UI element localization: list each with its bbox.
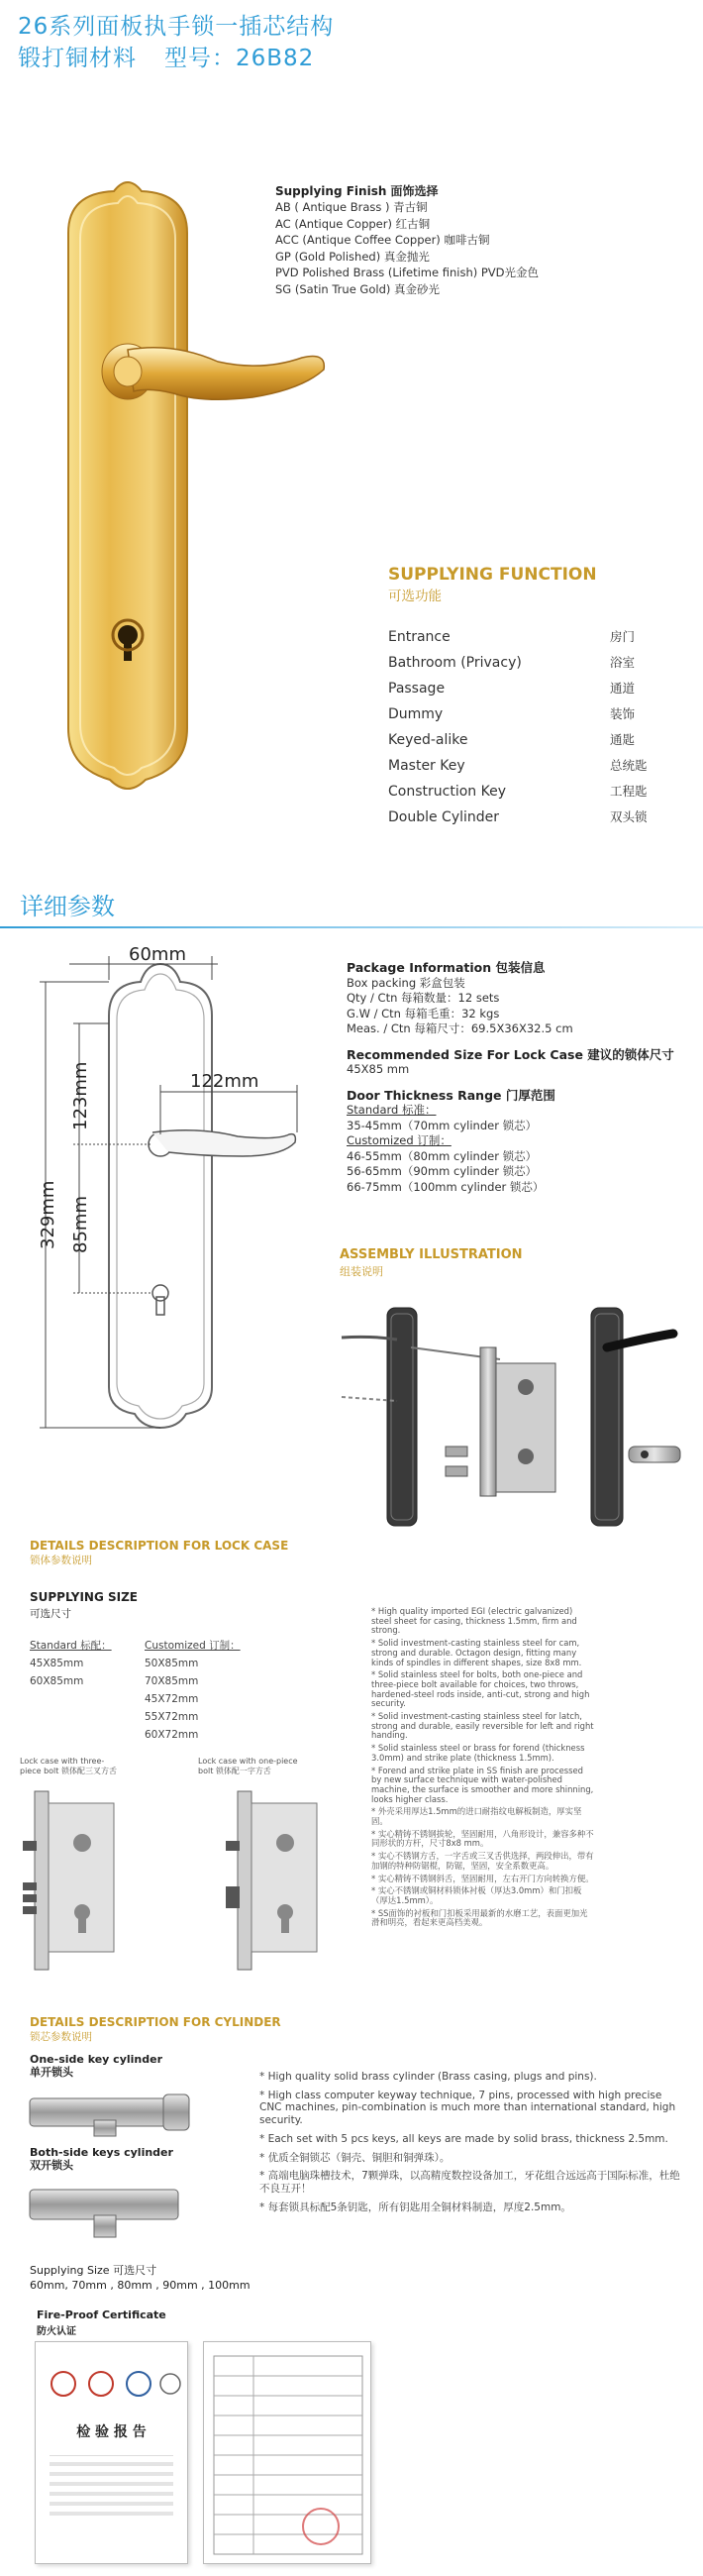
supplying-size-heading: SUPPLYING SIZE xyxy=(30,1590,138,1604)
report-title: 检 验 报 告 xyxy=(76,2424,147,2440)
cylinder-note: * High quality solid brass cylinder (Brass casing, plugs and pins). xyxy=(259,2071,597,2083)
lockcase-note: * Solid stainless steel for bolts, both one-piece and three-piece bolt available for choices, two throws, hardened-steel rods inside, anti-cut, strong and high security. xyxy=(371,1669,590,1709)
fireproof-subheading: 防火认证 xyxy=(37,2326,76,2337)
cylinder-notes xyxy=(259,2071,685,2219)
function-zh: 浴室 xyxy=(610,655,636,670)
lockcase-size-heading: Recommended Size For Lock Case 建议的锁体尺寸 xyxy=(347,1046,674,1062)
function-row xyxy=(388,753,661,779)
package-line: Qty / Ctn 每箱数量：12 sets xyxy=(347,991,500,1005)
cylinder-note: * High class computer keyway technique, 7 pins, processed with high precise CNC machines, pin-combination is much more than international standard, high security. xyxy=(259,2089,676,2127)
lockcase-notes xyxy=(371,1607,594,1931)
function-zh: 通匙 xyxy=(610,732,636,747)
customized-line: 46-55mm（80mm cylinder 锁芯） xyxy=(347,1148,538,1163)
both-side-cylinder-zh: 双开锁头 xyxy=(30,2159,73,2172)
cylinder-heading: DETAILS DESCRIPTION FOR CYLINDER xyxy=(30,2015,281,2029)
customized-size: 45X72mm xyxy=(145,1693,199,1705)
standard-label: Standard 标准： xyxy=(347,1103,437,1117)
standard-size: 60X85mm xyxy=(30,1675,84,1687)
standard-size: 45X85mm xyxy=(30,1658,84,1669)
function-en: Double Cylinder xyxy=(388,809,500,825)
lower-dimension-label: 85mm xyxy=(70,1196,91,1253)
lockcase-note: * 实心精铸不锈钢斜舌，坚固耐用，左右开门方向转换方便。 xyxy=(371,1873,594,1883)
lockcase-note: * SS面饰的衬板和门扣板采用最新的水磨工艺，表面更加光滑和明亮，看起来更高档美观。 xyxy=(371,1907,588,1928)
fireproof-heading: Fire-Proof Certificate xyxy=(37,2308,166,2321)
package-line: G.W / Ctn 每箱毛重：32 kgs xyxy=(347,1006,500,1020)
lockcase-note: * 实心精铸不锈钢拔轮，坚固耐用，八角形设计，兼容多种不同形状的方杆，尺寸8x8 mm。 xyxy=(371,1828,594,1849)
function-zh: 工程匙 xyxy=(610,784,648,799)
function-zh: 装饰 xyxy=(610,706,636,721)
customized-size-label: Customized 订制： xyxy=(145,1640,241,1652)
page-subtitle xyxy=(18,40,314,72)
both-side-cylinder-image xyxy=(25,2176,193,2245)
function-zh: 总统匙 xyxy=(610,758,648,773)
lockcase-size-table xyxy=(30,1637,356,1756)
one-side-cylinder-image xyxy=(25,2079,193,2138)
cylinder-note: * 优质全铜锁芯（铜壳、铜胆和铜弹珠）。 xyxy=(259,2151,451,2164)
finish-item: AC (Antique Copper) 红古铜 xyxy=(275,216,431,231)
cylinder-subheading: 锁芯参数说明 xyxy=(30,2031,92,2043)
standard-size-column xyxy=(30,1637,112,1690)
height-dimension-label: 329mm xyxy=(38,1180,58,1249)
function-subheading: 可选功能 xyxy=(388,589,442,604)
cylinder-size-label: Supplying Size 可选尺寸 xyxy=(30,2264,157,2277)
finish-heading: Supplying Finish 面饰选择 xyxy=(275,184,439,198)
standard-size-label: Standard 标配： xyxy=(30,1640,112,1652)
upper-dimension-label: 123mm xyxy=(70,1061,91,1130)
customized-size: 60X72mm xyxy=(145,1729,199,1741)
function-zh: 通道 xyxy=(610,681,636,696)
door-thickness-heading: Door Thickness Range 门厚范围 xyxy=(347,1087,555,1103)
lockcase-heading: DETAILS DESCRIPTION FOR LOCK CASE xyxy=(30,1539,289,1553)
one-side-cylinder-en: One-side key cylinder xyxy=(30,2053,162,2066)
function-heading: SUPPLYING FUNCTION xyxy=(388,565,597,585)
width-dimension-label: 60mm xyxy=(129,944,186,965)
certificate-table-graphic xyxy=(204,2342,372,2565)
cylinder-note: * Each set with 5 pcs keys, all keys are made by solid brass, thickness 2.5mm. xyxy=(259,2132,668,2145)
function-list xyxy=(388,624,661,830)
page-title: 26系列面板执手锁一插芯结构 xyxy=(18,14,335,40)
function-row xyxy=(388,727,661,753)
lockcase-note: * Forend and strike plate in SS finish are processed by new surface technique with water-polished machine, the surface is smoother and more shinning, looks higher class. xyxy=(371,1765,594,1804)
lockcase-note: * Solid investment-casting stainless steel for latch, strong and durable, easily reversible for left and right handing. xyxy=(371,1711,594,1741)
section-title: 详细参数 xyxy=(20,893,115,920)
assembly-exploded-illustration xyxy=(332,1278,698,1556)
package-heading: Package Information 包装信息 xyxy=(347,960,546,975)
finish-list xyxy=(275,199,539,297)
certificate-cover-image xyxy=(35,2341,188,2564)
lockcase-size-value: 45X85 mm xyxy=(347,1062,410,1076)
function-row xyxy=(388,624,661,650)
function-row xyxy=(388,650,661,676)
function-row xyxy=(388,805,661,830)
customized-size: 55X72mm xyxy=(145,1711,199,1723)
one-piece-lock-case-image xyxy=(218,1783,327,1982)
cylinder-size-values: 60mm, 70mm , 80mm , 90mm , 100mm xyxy=(30,2279,251,2292)
function-en: Bathroom (Privacy) xyxy=(388,655,522,671)
customized-line: 66-75mm（100mm cylinder 锁芯） xyxy=(347,1179,545,1194)
function-en: Entrance xyxy=(388,629,451,645)
lockcase-note: * 实心不锈钢方舌，一字舌或三叉舌供选择，两段伸出，带有加钢的特种防锯棍，防锯，坚固，安全系数更高。 xyxy=(371,1851,594,1871)
lockcase-note: * High quality imported EGI (electric galvanized) steel sheet for casing, thickness 1.5mm, firm and strong. xyxy=(371,1606,577,1636)
customized-label: Customized 订制： xyxy=(347,1133,452,1147)
certificate-table-page-image xyxy=(203,2341,371,2564)
function-en: Keyed-alike xyxy=(388,732,468,748)
customized-size: 70X85mm xyxy=(145,1675,199,1687)
dimension-drawing xyxy=(30,936,347,1437)
lockcase-note: * Solid stainless steel or brass for forend (thickness 3.0mm) and strike plate (thickness 1.5mm). xyxy=(371,1743,585,1763)
function-zh: 双头锁 xyxy=(610,809,648,824)
handle-length-dimension-label: 122mm xyxy=(190,1071,259,1092)
one-piece-bolt-caption: Lock case with one-piece bolt 锁体配一字方舌 xyxy=(198,1757,298,1775)
finish-item: AB ( Antique Brass ) 青古铜 xyxy=(275,200,428,214)
package-line: Box packing 彩盒包装 xyxy=(347,975,465,990)
function-en: Master Key xyxy=(388,758,465,774)
package-line: Meas. / Ctn 每箱尺寸：69.5X36X32.5 cm xyxy=(347,1021,573,1035)
section-divider xyxy=(0,926,703,928)
finish-item: PVD Polished Brass (Lifetime finish) PVD光金色 xyxy=(275,266,540,279)
lockcase-note: * Solid investment-casting stainless steel for cam, strong and durable. Octagon design, fitting many kinds of spindles in different shapes, size 8x8 mm. xyxy=(371,1638,582,1667)
both-side-cylinder-en: Both-side keys cylinder xyxy=(30,2146,173,2159)
finish-item: SG (Satin True Gold) 真金砂光 xyxy=(275,281,441,296)
function-row xyxy=(388,701,661,727)
supplying-size-subheading: 可选尺寸 xyxy=(30,1608,71,1620)
function-row xyxy=(388,676,661,701)
customized-line: 56-65mm（90mm cylinder 锁芯） xyxy=(347,1164,538,1178)
package-info xyxy=(347,956,693,1195)
standard-line: 35-45mm（70mm cylinder 锁芯） xyxy=(347,1118,538,1132)
lockcase-subheading: 锁体参数说明 xyxy=(30,1555,92,1566)
lockcase-note: * 外壳采用厚达1.5mm的进口耐指纹电解板制造，厚实坚固。 xyxy=(371,1806,582,1827)
function-en: Dummy xyxy=(388,706,444,722)
cylinder-note: * 每套锁具标配5条钥匙，所有钥匙用全铜材料制造，厚度2.5mm。 xyxy=(259,2200,571,2213)
function-en: Construction Key xyxy=(388,784,506,800)
both-side-cylinder-label xyxy=(30,2146,173,2172)
function-zh: 房门 xyxy=(610,629,636,644)
three-piece-bolt-caption: Lock case with three-piece bolt 锁体配三叉方舌 xyxy=(20,1757,117,1775)
finish-item: ACC (Antique Coffee Copper) 咖啡古铜 xyxy=(275,233,490,247)
finish-item: GP (Gold Polished) 真金抛光 xyxy=(275,249,430,264)
three-piece-lock-case-image xyxy=(15,1783,124,1982)
customized-size: 50X85mm xyxy=(145,1658,199,1669)
function-en: Passage xyxy=(388,681,446,697)
model-number: 型号：26B82 xyxy=(164,46,315,71)
lockcase-note: * 实心不锈钢或铜材料锁体衬板（厚达3.0mm）和门扣板（厚达1.5mm）。 xyxy=(371,1885,582,1905)
customized-size-column xyxy=(145,1637,241,1744)
function-row xyxy=(388,779,661,805)
cylinder-note: * 高端电脑珠槽技术，7颗弹珠，以高精度数控设备加工，牙花组合远远高于国际标准，杜绝不良互开！ xyxy=(259,2170,680,2195)
one-side-cylinder-label xyxy=(30,2053,162,2079)
material-label: 锻打铜材料 xyxy=(18,46,137,71)
one-side-cylinder-zh: 单开锁头 xyxy=(30,2066,73,2079)
assembly-heading: ASSEMBLY ILLUSTRATION xyxy=(340,1247,523,1262)
assembly-subheading: 组装说明 xyxy=(340,1265,383,1278)
certification-logos xyxy=(36,2342,189,2421)
